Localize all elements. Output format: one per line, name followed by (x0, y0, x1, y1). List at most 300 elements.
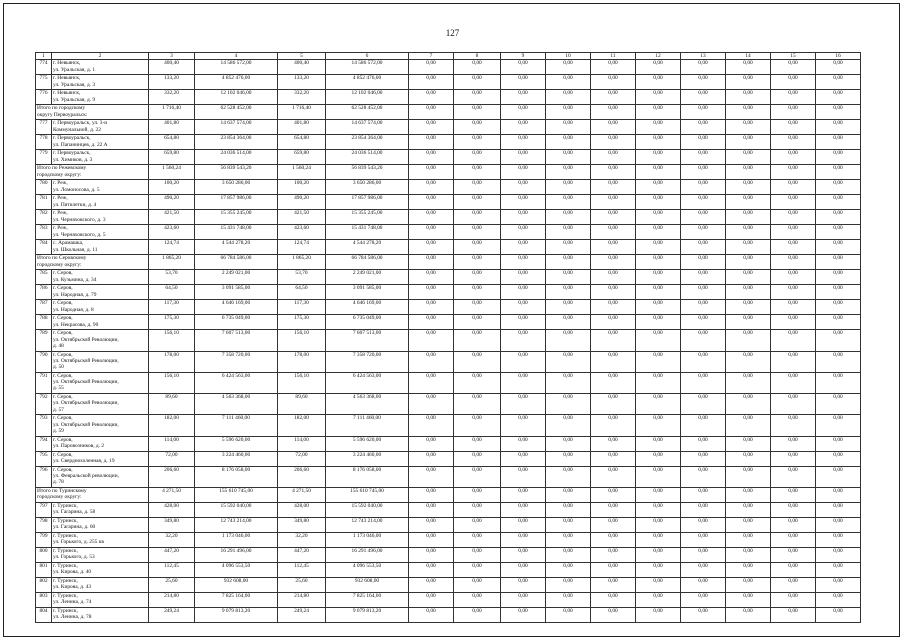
row-number: 777 (36, 120, 52, 135)
value-cell-15: 0,00 (771, 270, 816, 285)
area-cell: 214,80 (149, 593, 195, 608)
cost-cell: 4 096 553,50 (195, 563, 278, 578)
value-cell-10: 0,00 (546, 180, 591, 195)
area-total-cell: 214,80 (278, 593, 326, 608)
value-cell-15: 0,00 (771, 195, 816, 210)
value-cell-11: 0,00 (591, 372, 636, 393)
value-cell-15: 0,00 (771, 608, 816, 623)
value-cell-14: 0,00 (726, 90, 771, 105)
value-cell-9: 0,00 (501, 451, 546, 466)
value-cell-13: 0,00 (681, 210, 726, 225)
value-cell-9: 0,00 (501, 593, 546, 608)
table-row (36, 578, 861, 593)
address-cell: г. Серов, ул. Кузьмина, д. 34 (52, 270, 149, 285)
column-header-1: 1 (36, 53, 52, 60)
area-cell: 182,00 (149, 415, 195, 436)
cost-total-cell: 12 102 046,00 (326, 90, 409, 105)
area-total-cell: 32,20 (278, 533, 326, 548)
value-cell-15: 0,00 (771, 75, 816, 90)
value-cell-9: 0,00 (501, 210, 546, 225)
table-row (36, 372, 861, 393)
cost-cell: 7 607 513,00 (195, 330, 278, 351)
cost-cell: 12 102 046,00 (195, 90, 278, 105)
row-number: 791 (36, 372, 52, 393)
area-cell: 1 716,40 (149, 105, 195, 120)
value-cell-14: 0,00 (726, 270, 771, 285)
value-cell-7: 0,00 (409, 225, 454, 240)
value-cell-14: 0,00 (726, 488, 771, 503)
value-cell-7: 0,00 (409, 270, 454, 285)
table-row (36, 285, 861, 300)
value-cell-16: 0,00 (816, 195, 861, 210)
value-cell-13: 0,00 (681, 270, 726, 285)
value-cell-8: 0,00 (454, 451, 501, 466)
value-cell-9: 0,00 (501, 75, 546, 90)
value-cell-7: 0,00 (409, 488, 454, 503)
area-total-cell: 400,40 (278, 60, 326, 75)
value-cell-16: 0,00 (816, 255, 861, 270)
value-cell-14: 0,00 (726, 180, 771, 195)
area-cell: 133,20 (149, 75, 195, 90)
area-total-cell: 156,10 (278, 372, 326, 393)
value-cell-11: 0,00 (591, 180, 636, 195)
cost-cell: 3 650 286,00 (195, 180, 278, 195)
cost-cell: 5 596 620,00 (195, 436, 278, 451)
value-cell-9: 0,00 (501, 578, 546, 593)
value-cell-13: 0,00 (681, 593, 726, 608)
cost-cell: 932 608,00 (195, 578, 278, 593)
value-cell-8: 0,00 (454, 195, 501, 210)
value-cell-8: 0,00 (454, 300, 501, 315)
value-cell-8: 0,00 (454, 135, 501, 150)
cost-cell: 14 586 572,00 (195, 60, 278, 75)
value-cell-11: 0,00 (591, 285, 636, 300)
value-cell-16: 0,00 (816, 120, 861, 135)
address-cell: г. Серов, ул. Октябрьской Революции, д. 50 (52, 351, 149, 372)
value-cell-14: 0,00 (726, 210, 771, 225)
value-cell-9: 0,00 (501, 608, 546, 623)
cost-cell: 7 111 460,00 (195, 415, 278, 436)
value-cell-10: 0,00 (546, 518, 591, 533)
row-number: 789 (36, 330, 52, 351)
value-cell-15: 0,00 (771, 180, 816, 195)
row-number: 804 (36, 608, 52, 623)
value-cell-11: 0,00 (591, 195, 636, 210)
value-cell-13: 0,00 (681, 608, 726, 623)
row-number: 784 (36, 240, 52, 255)
area-total-cell: 421,50 (278, 210, 326, 225)
value-cell-13: 0,00 (681, 105, 726, 120)
value-cell-8: 0,00 (454, 488, 501, 503)
subtotal-label: Итого по городскому округу Первоуральск: (36, 105, 149, 120)
column-header-13: 13 (681, 53, 726, 60)
value-cell-7: 0,00 (409, 120, 454, 135)
column-header-5: 5 (278, 53, 326, 60)
value-cell-12: 0,00 (636, 180, 681, 195)
table-row (36, 195, 861, 210)
value-cell-9: 0,00 (501, 394, 546, 415)
value-cell-10: 0,00 (546, 415, 591, 436)
value-cell-13: 0,00 (681, 488, 726, 503)
area-total-cell: 447,20 (278, 548, 326, 563)
cost-total-cell: 6 735 049,00 (326, 315, 409, 330)
value-cell-7: 0,00 (409, 533, 454, 548)
value-cell-9: 0,00 (501, 436, 546, 451)
value-cell-7: 0,00 (409, 372, 454, 393)
row-number: 785 (36, 270, 52, 285)
value-cell-7: 0,00 (409, 415, 454, 436)
value-cell-15: 0,00 (771, 240, 816, 255)
value-cell-10: 0,00 (546, 210, 591, 225)
value-cell-9: 0,00 (501, 533, 546, 548)
value-cell-15: 0,00 (771, 120, 816, 135)
column-header-3: 3 (149, 53, 195, 60)
cost-total-cell: 3 650 286,00 (326, 180, 409, 195)
cost-total-cell: 17 857 986,00 (326, 195, 409, 210)
value-cell-9: 0,00 (501, 518, 546, 533)
table-row (36, 135, 861, 150)
area-total-cell: 64,50 (278, 285, 326, 300)
cost-total-cell: 12 743 214,00 (326, 518, 409, 533)
value-cell-13: 0,00 (681, 300, 726, 315)
value-cell-7: 0,00 (409, 466, 454, 487)
area-total-cell: 401,80 (278, 120, 326, 135)
area-total-cell: 490,20 (278, 195, 326, 210)
cost-total-cell: 14 586 572,00 (326, 60, 409, 75)
value-cell-9: 0,00 (501, 415, 546, 436)
column-header-2: 2 (52, 53, 149, 60)
address-cell: г. Серов, ул. Октябрьской Революции, д. 48 (52, 330, 149, 351)
row-number: 795 (36, 451, 52, 466)
page-number: 127 (445, 28, 460, 38)
value-cell-12: 0,00 (636, 351, 681, 372)
row-number: 803 (36, 593, 52, 608)
value-cell-11: 0,00 (591, 90, 636, 105)
cost-cell: 24 036 514,00 (195, 150, 278, 165)
area-total-cell: 117,30 (278, 300, 326, 315)
address-cell: г. Первоуральск, ул. Химиков, д. 3 (52, 150, 149, 165)
table-row (36, 180, 861, 195)
value-cell-12: 0,00 (636, 548, 681, 563)
value-cell-12: 0,00 (636, 451, 681, 466)
value-cell-11: 0,00 (591, 120, 636, 135)
value-cell-16: 0,00 (816, 451, 861, 466)
value-cell-14: 0,00 (726, 285, 771, 300)
area-cell: 25,60 (149, 578, 195, 593)
area-cell: 428,00 (149, 503, 195, 518)
value-cell-11: 0,00 (591, 593, 636, 608)
value-cell-14: 0,00 (726, 415, 771, 436)
value-cell-9: 0,00 (501, 165, 546, 180)
cost-total-cell: 155 610 745,00 (326, 488, 409, 503)
value-cell-14: 0,00 (726, 315, 771, 330)
value-cell-16: 0,00 (816, 436, 861, 451)
value-cell-13: 0,00 (681, 315, 726, 330)
value-cell-14: 0,00 (726, 255, 771, 270)
value-cell-8: 0,00 (454, 503, 501, 518)
value-cell-9: 0,00 (501, 105, 546, 120)
cost-cell: 62 528 452,00 (195, 105, 278, 120)
value-cell-14: 0,00 (726, 578, 771, 593)
cost-total-cell: 7 111 460,00 (326, 415, 409, 436)
value-cell-11: 0,00 (591, 351, 636, 372)
value-cell-15: 0,00 (771, 518, 816, 533)
table-row (36, 436, 861, 451)
cost-cell: 4 563 368,00 (195, 394, 278, 415)
value-cell-10: 0,00 (546, 315, 591, 330)
cost-total-cell: 4 646 169,00 (326, 300, 409, 315)
address-cell: г. Невьянск, ул. Уральская, д. 1 (52, 60, 149, 75)
column-header-4: 4 (195, 53, 278, 60)
cost-cell: 6 735 049,00 (195, 315, 278, 330)
cost-total-cell: 7 825 164,00 (326, 593, 409, 608)
column-header-9: 9 (501, 53, 546, 60)
cost-total-cell: 5 596 620,00 (326, 436, 409, 451)
value-cell-15: 0,00 (771, 503, 816, 518)
value-cell-16: 0,00 (816, 75, 861, 90)
value-cell-13: 0,00 (681, 394, 726, 415)
value-cell-9: 0,00 (501, 60, 546, 75)
cost-cell: 23 854 364,00 (195, 135, 278, 150)
cost-cell: 4 646 169,00 (195, 300, 278, 315)
value-cell-7: 0,00 (409, 255, 454, 270)
value-cell-12: 0,00 (636, 195, 681, 210)
value-cell-14: 0,00 (726, 75, 771, 90)
table-row (36, 563, 861, 578)
value-cell-10: 0,00 (546, 330, 591, 351)
area-cell: 4 271,50 (149, 488, 195, 503)
value-cell-14: 0,00 (726, 503, 771, 518)
area-total-cell: 182,00 (278, 415, 326, 436)
value-cell-10: 0,00 (546, 150, 591, 165)
value-cell-12: 0,00 (636, 135, 681, 150)
area-total-cell: 25,60 (278, 578, 326, 593)
address-cell: г. Серов, ул. Паровозников, д. 2 (52, 436, 149, 451)
value-cell-10: 0,00 (546, 60, 591, 75)
value-cell-16: 0,00 (816, 503, 861, 518)
value-cell-12: 0,00 (636, 608, 681, 623)
value-cell-12: 0,00 (636, 270, 681, 285)
value-cell-8: 0,00 (454, 120, 501, 135)
value-cell-9: 0,00 (501, 466, 546, 487)
value-cell-15: 0,00 (771, 563, 816, 578)
row-number: 797 (36, 503, 52, 518)
column-header-16: 16 (816, 53, 861, 60)
value-cell-12: 0,00 (636, 394, 681, 415)
cost-cell: 7 358 720,00 (195, 351, 278, 372)
value-cell-12: 0,00 (636, 240, 681, 255)
value-cell-8: 0,00 (454, 240, 501, 255)
value-cell-15: 0,00 (771, 105, 816, 120)
cost-total-cell: 66 784 586,00 (326, 255, 409, 270)
value-cell-15: 0,00 (771, 466, 816, 487)
column-header-11: 11 (591, 53, 636, 60)
value-cell-15: 0,00 (771, 533, 816, 548)
cost-cell: 8 176 058,00 (195, 466, 278, 487)
value-cell-10: 0,00 (546, 165, 591, 180)
value-cell-8: 0,00 (454, 270, 501, 285)
value-cell-15: 0,00 (771, 330, 816, 351)
value-cell-11: 0,00 (591, 466, 636, 487)
row-number: 775 (36, 75, 52, 90)
value-cell-16: 0,00 (816, 518, 861, 533)
value-cell-8: 0,00 (454, 548, 501, 563)
value-cell-15: 0,00 (771, 394, 816, 415)
value-cell-8: 0,00 (454, 351, 501, 372)
cost-total-cell: 7 607 513,00 (326, 330, 409, 351)
value-cell-7: 0,00 (409, 578, 454, 593)
value-cell-13: 0,00 (681, 533, 726, 548)
value-cell-8: 0,00 (454, 415, 501, 436)
value-cell-10: 0,00 (546, 372, 591, 393)
value-cell-10: 0,00 (546, 548, 591, 563)
cost-total-cell: 62 528 452,00 (326, 105, 409, 120)
area-cell: 332,20 (149, 90, 195, 105)
table-row (36, 415, 861, 436)
cost-total-cell: 16 291 496,00 (326, 548, 409, 563)
value-cell-15: 0,00 (771, 165, 816, 180)
value-cell-16: 0,00 (816, 415, 861, 436)
value-cell-15: 0,00 (771, 315, 816, 330)
value-cell-9: 0,00 (501, 255, 546, 270)
value-cell-14: 0,00 (726, 150, 771, 165)
value-cell-16: 0,00 (816, 225, 861, 240)
value-cell-15: 0,00 (771, 300, 816, 315)
value-cell-10: 0,00 (546, 394, 591, 415)
area-total-cell: 1 716,40 (278, 105, 326, 120)
area-cell: 1 865,20 (149, 255, 195, 270)
cost-cell: 6 424 563,00 (195, 372, 278, 393)
value-cell-11: 0,00 (591, 225, 636, 240)
area-total-cell: 4 271,50 (278, 488, 326, 503)
cost-total-cell: 932 608,00 (326, 578, 409, 593)
value-cell-9: 0,00 (501, 135, 546, 150)
value-cell-13: 0,00 (681, 120, 726, 135)
row-number: 792 (36, 394, 52, 415)
value-cell-13: 0,00 (681, 518, 726, 533)
value-cell-16: 0,00 (816, 563, 861, 578)
cost-cell: 15 355 245,00 (195, 210, 278, 225)
value-cell-14: 0,00 (726, 351, 771, 372)
value-cell-15: 0,00 (771, 210, 816, 225)
value-cell-12: 0,00 (636, 330, 681, 351)
value-cell-11: 0,00 (591, 60, 636, 75)
area-total-cell: 72,00 (278, 451, 326, 466)
value-cell-13: 0,00 (681, 415, 726, 436)
value-cell-10: 0,00 (546, 285, 591, 300)
value-cell-11: 0,00 (591, 165, 636, 180)
address-cell: г. Туринск, ул. Кирова, д. 40 (52, 563, 149, 578)
value-cell-7: 0,00 (409, 150, 454, 165)
cost-total-cell: 1 173 046,00 (326, 533, 409, 548)
value-cell-7: 0,00 (409, 436, 454, 451)
address-cell: г. Первоуральск, ул. 3-и Коммунальной, д. 22 (52, 120, 149, 135)
value-cell-13: 0,00 (681, 75, 726, 90)
value-cell-13: 0,00 (681, 165, 726, 180)
value-cell-10: 0,00 (546, 593, 591, 608)
value-cell-9: 0,00 (501, 240, 546, 255)
area-cell: 1 560,24 (149, 165, 195, 180)
table-row (36, 210, 861, 225)
value-cell-13: 0,00 (681, 372, 726, 393)
value-cell-15: 0,00 (771, 578, 816, 593)
value-cell-15: 0,00 (771, 593, 816, 608)
table-row (36, 394, 861, 415)
cost-total-cell: 7 358 720,00 (326, 351, 409, 372)
value-cell-14: 0,00 (726, 451, 771, 466)
value-cell-13: 0,00 (681, 240, 726, 255)
value-cell-9: 0,00 (501, 351, 546, 372)
value-cell-8: 0,00 (454, 330, 501, 351)
value-cell-12: 0,00 (636, 578, 681, 593)
value-cell-9: 0,00 (501, 120, 546, 135)
area-total-cell: 156,10 (278, 330, 326, 351)
value-cell-7: 0,00 (409, 608, 454, 623)
value-cell-16: 0,00 (816, 165, 861, 180)
area-total-cell: 206,60 (278, 466, 326, 487)
value-cell-14: 0,00 (726, 394, 771, 415)
value-cell-15: 0,00 (771, 548, 816, 563)
table-row (36, 60, 861, 75)
cost-cell: 56 839 543,20 (195, 165, 278, 180)
area-cell: 156,10 (149, 330, 195, 351)
value-cell-7: 0,00 (409, 165, 454, 180)
value-cell-15: 0,00 (771, 351, 816, 372)
value-cell-16: 0,00 (816, 240, 861, 255)
value-cell-13: 0,00 (681, 255, 726, 270)
area-cell: 124,74 (149, 240, 195, 255)
cost-total-cell: 9 079 813,20 (326, 608, 409, 623)
value-cell-13: 0,00 (681, 285, 726, 300)
value-cell-13: 0,00 (681, 150, 726, 165)
value-cell-15: 0,00 (771, 488, 816, 503)
address-cell: г. Туринск, ул. Горького, д. 53 (52, 548, 149, 563)
value-cell-10: 0,00 (546, 270, 591, 285)
column-header-14: 14 (726, 53, 771, 60)
value-cell-14: 0,00 (726, 330, 771, 351)
subtotal-row (36, 255, 861, 270)
address-cell: г. Реж, ул. Черняховского, д. 3 (52, 210, 149, 225)
value-cell-8: 0,00 (454, 210, 501, 225)
address-cell: г. Туринск, ул. Горького, д. 255 кв (52, 533, 149, 548)
value-cell-9: 0,00 (501, 488, 546, 503)
value-cell-16: 0,00 (816, 105, 861, 120)
row-number: 786 (36, 285, 52, 300)
row-number: 794 (36, 436, 52, 451)
value-cell-16: 0,00 (816, 372, 861, 393)
cost-total-cell: 15 431 748,00 (326, 225, 409, 240)
value-cell-9: 0,00 (501, 503, 546, 518)
value-cell-8: 0,00 (454, 165, 501, 180)
row-number: 782 (36, 210, 52, 225)
area-cell: 249,24 (149, 608, 195, 623)
row-number: 802 (36, 578, 52, 593)
area-cell: 72,00 (149, 451, 195, 466)
value-cell-12: 0,00 (636, 165, 681, 180)
value-cell-14: 0,00 (726, 225, 771, 240)
value-cell-16: 0,00 (816, 466, 861, 487)
value-cell-14: 0,00 (726, 563, 771, 578)
area-cell: 64,50 (149, 285, 195, 300)
value-cell-8: 0,00 (454, 466, 501, 487)
cost-cell: 66 784 586,00 (195, 255, 278, 270)
address-cell: г. Первоуральск, ул. Папанинцев, д. 22 А (52, 135, 149, 150)
value-cell-11: 0,00 (591, 105, 636, 120)
value-cell-8: 0,00 (454, 255, 501, 270)
value-cell-15: 0,00 (771, 415, 816, 436)
address-cell: г. Туринск, ул. Кирова, д. 43 (52, 578, 149, 593)
value-cell-15: 0,00 (771, 135, 816, 150)
